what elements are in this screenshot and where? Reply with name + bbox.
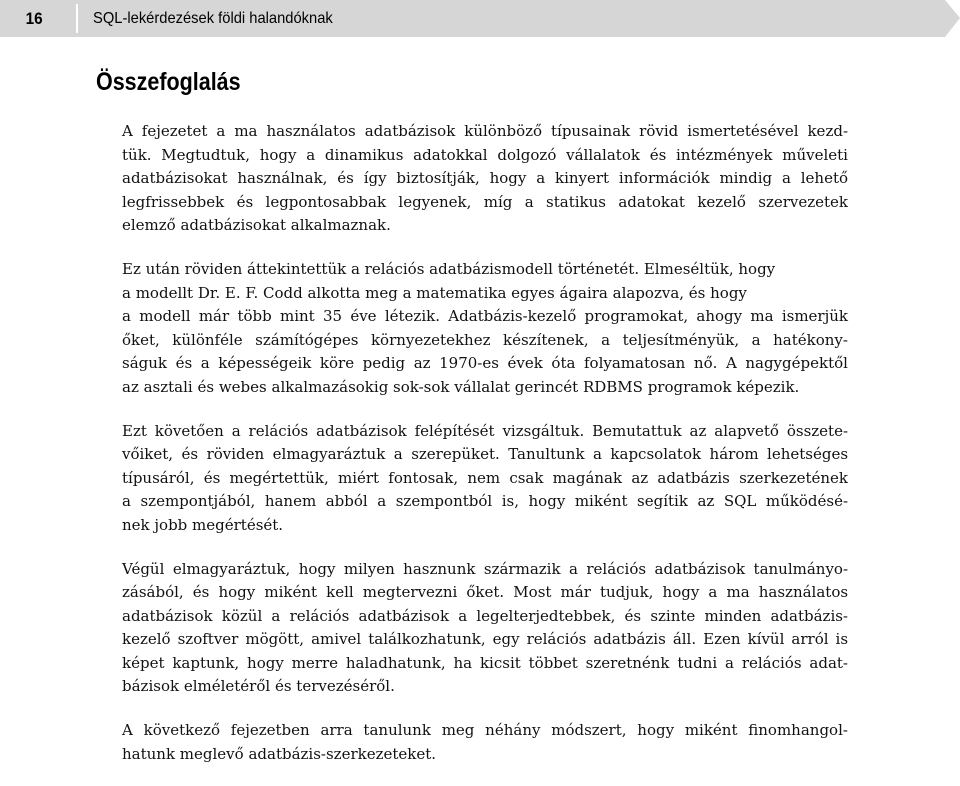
- section-title: Összefoglalás: [96, 68, 241, 96]
- text-line: őket, különféle számítógépes környezetekhez készítenek, a teljesítményük, a hatékony-: [122, 330, 848, 349]
- text-line: tük. Megtudtuk, hogy a dinamikus adatokkal dolgozó vállalatok és intézmények műveleti: [122, 145, 848, 164]
- text-line: Végül elmagyaráztuk, hogy milyen hasznunk származik a relációs adatbázisok tanulmányo-: [122, 559, 849, 578]
- paragraph: [122, 558, 848, 700]
- text-line: elemző adatbázisokat alkalmaznak.: [122, 216, 391, 235]
- text-line: A következő fejezetben arra tanulunk meg néhány módszert, hogy miként finomhangol-: [122, 721, 848, 740]
- running-title: SQL-lekérdezések földi halandóknak: [93, 10, 333, 27]
- text-line: Ezt követően a relációs adatbázisok felépítését vizsgáltuk. Bemutattuk az alapvető összete-: [122, 421, 849, 440]
- text-line: zásából, és hogy miként kell megtervezni őket. Most már tudjuk, hogy a ma használatos: [122, 583, 849, 602]
- text-line: képet kaptunk, hogy merre haladhatunk, ha kicsit többet szeretnénk tudni a relációs adat-: [122, 653, 848, 672]
- text-line: a modellt Dr. E. F. Codd alkotta meg a matematika egyes ágaira alapozva, és hogy: [122, 283, 747, 302]
- page-number: 16: [25, 9, 43, 28]
- text-line: adatbázisokat használnak, és így biztosítják, hogy a kinyert információk mindig a lehető: [122, 169, 849, 188]
- text-line: adatbázisok közül a relációs adatbázisok a legelterjedtebbek, és szinte minden adatbázis-: [122, 606, 849, 625]
- text-line: ságuk és a képességeik köre pedig az 1970-es évek óta folyamatosan nő. A nagygépektől: [122, 354, 848, 373]
- text-line: A fejezetet a ma használatos adatbázisok különböző típusainak rövid ismertetésével kezd-: [122, 122, 849, 140]
- text-line: a szempontjából, hanem abból a szempontból is, hogy miként segítik az SQL működésé-: [122, 492, 849, 511]
- text-line: vőiket, és röviden elmagyaráztuk a szerepüket. Tanultunk a kapcsolatok három lehetséges: [122, 445, 849, 464]
- text-line: bázisok elméletéről és tervezéséről.: [122, 677, 395, 696]
- paragraph: [122, 719, 848, 766]
- header-divider: [76, 4, 78, 33]
- body-text: [122, 120, 848, 786]
- text-line: hatunk meglevő adatbázis-szerkezeteket.: [122, 744, 437, 763]
- paragraph: [122, 258, 848, 400]
- text-line: legfrissebbek és legpontosabbak legyenek, míg a statikus adatokat kezelő szervezetek: [122, 192, 849, 211]
- text-line: az asztali és webes alkalmazásokig sok-sok vállalat gerincét RDBMS programok képezik.: [122, 377, 800, 396]
- text-line: a modell már több mint 35 éve létezik. Adatbázis-kezelő programokat, ahogy ma ismerjük: [122, 307, 849, 326]
- text-line: nek jobb megértését.: [122, 515, 284, 534]
- text-line: kezelő szoftver mögött, amivel találkozhatunk, egy relációs adatbázis áll. Ezen kívül arról is: [122, 630, 849, 649]
- paragraph: [122, 420, 848, 538]
- paragraph: [122, 120, 848, 238]
- text-line: típusáról, és megértettük, miért fontosak, nem csak magának az adatbázis szerkezetének: [122, 468, 849, 487]
- text-line: Ez után röviden áttekintettük a relációs adatbázismodell történetét. Elmeséltük, hogy: [122, 259, 776, 278]
